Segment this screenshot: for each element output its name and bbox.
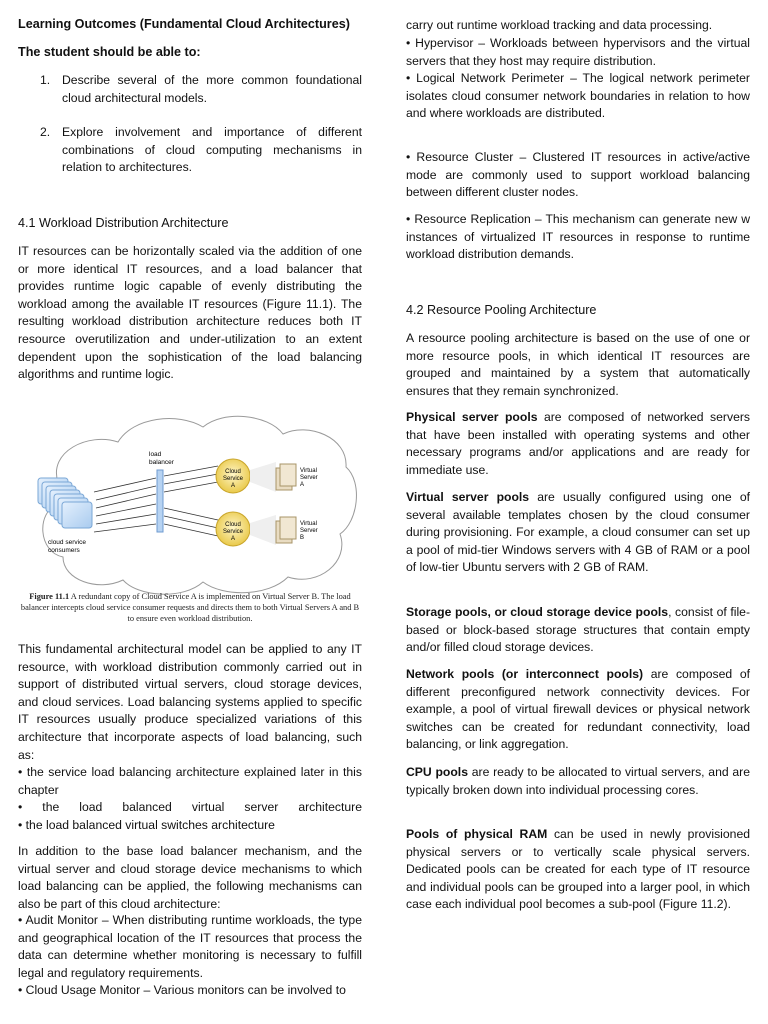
figure-11-1 [18,412,362,630]
label-service-a-bottom: Cloud Service A [222,522,244,542]
section-heading-4-2: 4.2 Resource Pooling Architecture [406,303,597,317]
physical-server-pools-paragraph [406,409,750,479]
continued-text: carry out runtime workload tracking and data processing. [406,18,713,32]
paragraph-addition: In addition to the base load balancer mechanism, and the virtual server and cloud storage device mechanisms to which load balancing can be applied, the following mechanisms can also be part of this cloud architecture: [18,844,362,911]
load-balancer-icon [157,470,163,532]
pool-text: are usually configured using one of several available templates chosen by the cloud consumer during provisioning. For example, a cloud consumer can set up a pool of mid-tier Windows servers with 4 GB of RAM or a pool of low-tier Ubuntu servers with 2 GB of RAM. [406,490,750,575]
figure-caption-text: A redundant copy of Cloud Service A is implemented on Virtual Server B. The load balancer intercepts cloud service consumer requests and directs them to both Virtual Servers A and B to ensure even workload distribution. [20,592,360,623]
document-title: Learning Outcomes (Fundamental Cloud Architectures) [18,17,350,31]
paragraph-resource-pooling: A resource pooling architecture is based on the use of one or more resource pools, in which identical IT resources are grouped and maintained by a system that automatically ensures that they remain synchronized. [406,331,750,398]
virtual-server-pools-paragraph [406,489,750,577]
pool-text: , consist of file-based or block-based storage structures that contain empty and/or filled cloud storage devices. [406,605,751,655]
pool-text: can be used in newly provisioned physical servers or to vertically scale physical servers. Dedicated pools can be created for each type of IT resource and individual pools can be grouped into a larger pool, in which case each individual pool becomes a sub-pool (Figure 11.2). [406,827,750,912]
pool-text: are ready to be allocated to virtual servers, and are typically broken down into individual processing cores. [406,765,750,797]
hypervisor-bullet: • Hypervisor – Workloads between hypervisors and the virtual servers that they host may require distribution. [406,36,750,68]
label-virtual-server-b: Virtual Server B [300,521,318,541]
label-consumers: cloud service consumers [48,539,86,554]
pool-term: Network pools (or interconnect pools) [406,667,644,681]
cpu-pools-paragraph [406,764,750,799]
logical-network-perimeter-bullet: • Logical Network Perimeter – The logical network perimeter isolates cloud consumer network boundaries in relation to how and where workloads are distributed. [406,71,750,121]
network-pools-paragraph [406,666,750,754]
pool-term: Pools of physical RAM [406,827,548,841]
figure-caption [18,592,362,624]
mechanism-bullet: • Cloud Usage Monitor – Various monitors can be involved to [18,983,346,998]
virtual-server-b-icon [276,517,296,543]
physical-ram-pools-paragraph [406,826,750,914]
paragraph-apply: This fundamental architectural model can be applied to any IT resource, with workload distribution commonly carried out in support of distributed virtual servers, cloud storage devices, and cloud services. Load balancing systems applied to specific IT resources usually produce specialized variations of this architecture that incorporate aspects of load balancing, such as: [18,642,362,762]
label-load-balancer: load balancer [149,451,174,466]
mechanism-bullet-list [18,912,362,1000]
section-heading-4-1: 4.1 Workload Distribution Architecture [18,216,229,230]
pool-text: are composed of networked servers that have been installed with operating systems and other necessary programs and/or applications and are ready for immediate use. [406,410,750,477]
pool-term: Physical server pools [406,410,538,424]
resource-replication-bullet: • Resource Replication – This mechanism can generate new w instances of virtualized IT resources in response to runtime workload distribution demands. [406,212,750,262]
workload-distribution-diagram [18,412,362,597]
outcome-number: 1. [40,73,51,87]
outcomes-list [18,72,362,177]
outcome-text: Explore involvement and importance of different combinations of cloud computing mechanisms in relation to architectures. [62,125,362,175]
pool-term: CPU pools [406,765,468,779]
outcome-text: Describe several of the more common foundational cloud architectural models. [62,73,362,105]
pool-text: are composed of different preconfigured network connectivity devices. For example, a pool of virtual firewall devices or physical network switches can be created for redundant connectivity, load balancing, or link aggregation. [406,667,750,752]
apply-bullet: • the load balanced virtual switches architecture [18,817,275,832]
apply-bullet: • the load balanced virtual server architecture [18,800,362,815]
figure-caption-prefix: Figure 11.1 [29,592,70,601]
pool-term: Storage pools, or cloud storage device pools [406,605,669,619]
label-virtual-server-a: Virtual Server A [300,468,318,488]
apply-bullet: • the service load balancing architecture explained later in this chapter [18,765,362,797]
outcome-item [18,124,362,177]
outcome-number: 2. [40,125,51,140]
top-bullet-list [406,35,750,123]
document-subtitle: The student should be able to: [18,45,201,59]
apply-bullet-list [18,764,362,834]
paragraph-workload-distribution: IT resources can be horizontally scaled via the addition of one or more identical IT resources, and a load balancer that provides runtime logic capable of evenly distributing the workload among the available IT resources (Figure 11.1). The resulting workload distribution architecture reduces both IT resource overutilization and under-utilization to an extent dependent upon the sophistication of the load balancing algorithms and runtime logic. [18,244,362,382]
virtual-server-a-icon [276,464,296,490]
storage-pools-paragraph [406,604,750,657]
outcome-item [18,72,362,107]
label-service-a-top: Cloud Service A [222,469,244,489]
pool-term: Virtual server pools [406,490,530,504]
mechanism-bullet: • Audit Monitor – When distributing runtime workloads, the type and geographical location of the IT resources that process the data can determine whether monitoring is necessary to fulfill legal and regulatory requirements. [18,913,362,980]
resource-cluster-bullet: • Resource Cluster – Clustered IT resources in active/active mode are commonly used to support workload balancing between different cluster nodes. [406,150,750,200]
